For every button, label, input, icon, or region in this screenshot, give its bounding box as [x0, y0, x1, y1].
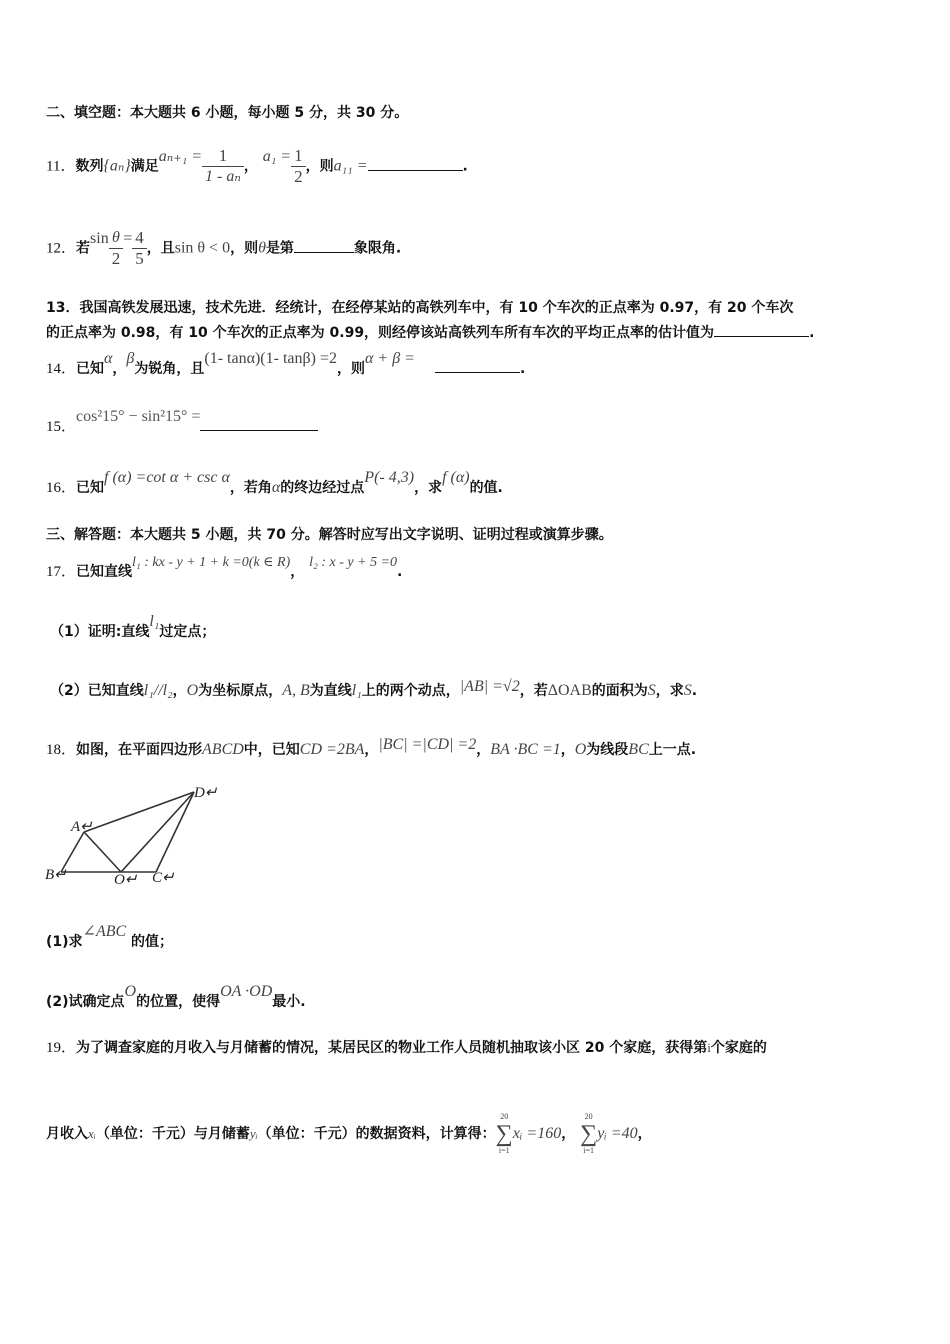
upper-limit: 20: [584, 1112, 593, 1121]
question-16: [46, 469, 503, 498]
angle-abc: ∠ABC: [82, 923, 127, 940]
question-18-part-2: [46, 983, 306, 1012]
dot-product: BA ·BC =1: [490, 741, 561, 758]
text: 月收入: [46, 1126, 88, 1142]
text: 已知直线: [76, 564, 133, 580]
parallel-lines: l₁//l₂: [143, 682, 173, 699]
text: 数列: [75, 158, 104, 175]
text: 已知: [76, 480, 105, 496]
question-19-line-2: [46, 1112, 652, 1156]
question-18: [46, 736, 697, 760]
text: 的位置，使得: [136, 994, 221, 1010]
text: 为坐标原点，: [198, 683, 283, 699]
question-number: 11．: [46, 158, 76, 175]
question-number: 17．: [46, 564, 77, 580]
question-18-part-1: [46, 923, 174, 952]
denominator: 2: [294, 167, 303, 186]
sin-function: sin: [90, 229, 109, 247]
point-p: P(- 4,3): [364, 469, 415, 486]
lower-limit: i=1: [583, 1146, 594, 1155]
text: ，若: [519, 683, 548, 699]
text: （单位：千元）与月储蓄: [95, 1126, 250, 1142]
line-l1: l₁: [149, 613, 160, 630]
answer-blank[interactable]: [714, 322, 809, 337]
target-term: a₁₁ =: [333, 157, 368, 175]
text: 最小.: [272, 994, 306, 1010]
answer-blank[interactable]: [435, 358, 520, 373]
target-expression: α + β =: [365, 350, 415, 367]
segment-bc: BC: [628, 741, 649, 758]
text: 的正点率为 0.98，有 10 个车次的正点率为 0.99，则经停该站高铁列车所有车次的平均正点率的估计值为: [46, 325, 715, 341]
question-17-part-2: [50, 678, 698, 701]
quadrilateral-figure: [44, 778, 224, 892]
label-d: D↵: [194, 785, 218, 801]
text: 的值.: [469, 480, 503, 496]
alpha: α: [104, 350, 113, 367]
text: 是第: [265, 240, 294, 257]
text: 若: [76, 240, 91, 257]
text: （单位：千元）的数据资料，计算得：: [257, 1126, 496, 1142]
question-12: [46, 228, 401, 269]
recurrence-lhs: aₙ₊₁ =: [158, 147, 203, 165]
text: 象限角.: [353, 240, 402, 257]
numerator: 1: [291, 146, 306, 167]
text: .: [809, 325, 815, 341]
text: （2）已知直线: [50, 683, 144, 699]
text: （1）证明:直线: [50, 624, 150, 640]
question-19-line-1: [46, 1038, 767, 1058]
question-number: 19．: [46, 1040, 77, 1056]
text: 为了调查家庭的月收入与月储蓄的情况，某居民区的物业工作人员随机抽取该小区 20 个家庭，获得第: [76, 1040, 708, 1056]
question-13-line-1: 13．我国高铁发展迅速，技术先进．经统计，在经停某站的高铁列车中，有 10 个车次的正点率为 0.97，有 20 个车次: [46, 300, 794, 316]
recurrence-fraction: [202, 146, 244, 187]
text: ，则: [305, 158, 334, 175]
numerator: θ: [109, 228, 124, 249]
variable-x: xᵢ: [88, 1126, 96, 1141]
question-number: 15．: [46, 419, 77, 435]
condition: (1- tanα)(1- tanβ) =2: [204, 350, 337, 367]
sum-y: [580, 1112, 597, 1156]
text: .: [519, 361, 526, 377]
equals: =: [123, 229, 133, 247]
section-3-heading: 三、解答题：本大题共 5 小题，共 70 分。解答时应写出文字说明、证明过程或演算步骤。: [46, 527, 613, 543]
text: ，: [364, 742, 379, 758]
text: .: [462, 158, 468, 175]
origin: O: [186, 682, 199, 699]
sigma-icon: ∑: [495, 1121, 513, 1147]
text: ，若角: [229, 480, 272, 496]
sum-x-value: xᵢ =160: [512, 1125, 562, 1142]
length-condition: |BC| =|CD| =2: [378, 736, 477, 753]
text: ，: [637, 1126, 652, 1142]
text: (1)求: [46, 934, 83, 950]
sum-y-value: yᵢ =40: [597, 1125, 638, 1142]
line-l1: l₁: [351, 682, 362, 699]
text: 的终边经过点: [280, 480, 365, 496]
section-2-heading: 二、填空题：本大题共 6 小题，每小题 5 分，共 30 分。: [46, 105, 409, 121]
question-number: 14．: [46, 361, 77, 377]
initial-fraction: [291, 146, 306, 187]
question-14: [46, 350, 526, 379]
vector-equation: CD =2BA: [299, 741, 365, 758]
area-s: S: [647, 682, 656, 699]
area-s: S: [683, 682, 692, 699]
text: .: [691, 683, 698, 699]
question-13-line-2: [46, 322, 814, 343]
question-17-part-1: [50, 613, 216, 642]
function-definition: f (α) =cot α + csc α: [104, 469, 230, 486]
answer-blank[interactable]: [368, 156, 463, 171]
line-l2-equation: l₂ : x - y + 5 =0: [309, 555, 398, 570]
function-value: f (α): [442, 469, 470, 486]
half-angle-fraction: [109, 228, 124, 269]
text: 满足: [130, 158, 159, 175]
beta: β: [126, 350, 135, 367]
variable-y: yᵢ: [249, 1126, 258, 1141]
theta: θ: [258, 239, 266, 257]
text: 过定点；: [159, 624, 216, 640]
text: 中，已知: [243, 742, 300, 758]
point-o: O: [574, 741, 587, 758]
initial-term: a₁ =: [262, 147, 292, 165]
answer-blank[interactable]: [200, 416, 318, 431]
text: 已知: [76, 361, 105, 377]
question-number: 12．: [46, 240, 77, 257]
text: ，: [243, 158, 258, 175]
dot-product: OA ·OD: [220, 983, 273, 1000]
text: 为线段: [586, 742, 629, 758]
numerator: 1: [202, 146, 244, 167]
expression: cos²15° − sin²15° =: [76, 408, 201, 425]
points-ab: A, B: [282, 682, 310, 699]
denominator: 2: [111, 249, 121, 268]
text: 上一点.: [648, 742, 697, 758]
denominator: 1 - aₙ: [205, 168, 241, 185]
text: ，且: [146, 240, 175, 257]
lower-limit: i=1: [498, 1146, 510, 1155]
text: ，则: [230, 240, 259, 257]
text: 个家庭的: [710, 1040, 767, 1056]
point-o: O: [124, 983, 137, 1000]
geometry-diagram: [44, 778, 224, 888]
sum-x: [496, 1112, 513, 1156]
label-o: O↵: [114, 872, 138, 888]
text: ，: [476, 742, 491, 758]
label-a: A↵: [71, 819, 93, 835]
sigma-icon: ∑: [580, 1121, 598, 1147]
question-15: [46, 408, 318, 437]
value-fraction: [132, 228, 147, 269]
numerator: 4: [132, 228, 147, 249]
text: ，: [560, 742, 575, 758]
condition: sin θ < 0: [174, 239, 231, 257]
upper-limit: 20: [500, 1112, 509, 1121]
text: 为直线: [309, 683, 352, 699]
question-17: [46, 555, 403, 583]
text: ，: [112, 361, 127, 377]
text: (2)试确定点: [46, 994, 125, 1010]
question-number: 16．: [46, 480, 77, 496]
text: ，求: [414, 480, 443, 496]
question-number: 18．: [46, 742, 77, 758]
quadrilateral-abcd: ABCD: [202, 741, 244, 758]
label-b: B↵: [45, 867, 67, 883]
denominator: 5: [135, 249, 144, 268]
line-l1-equation: l₁ : kx - y + 1 + k =0(k ∈ R): [132, 555, 291, 570]
index-i: i: [707, 1040, 711, 1055]
question-11: [46, 146, 468, 187]
alpha: α: [271, 479, 281, 496]
label-c: C↵: [152, 870, 175, 886]
text: 的面积为: [591, 683, 648, 699]
text: 如图，在平面四边形: [76, 742, 203, 758]
text: ，则: [337, 361, 365, 377]
text: 的值；: [131, 934, 174, 950]
text: 为锐角，且: [134, 361, 205, 377]
text: ，: [172, 683, 187, 699]
sequence: {aₙ}: [103, 157, 131, 175]
distance-ab: |AB| =√2: [459, 678, 520, 695]
text: ，: [290, 564, 305, 580]
text: .: [397, 564, 403, 580]
text: ，: [561, 1126, 576, 1142]
text: 上的两个动点，: [361, 683, 460, 699]
text: ，求: [655, 683, 684, 699]
triangle-oab: ΔOAB: [547, 682, 592, 699]
answer-blank[interactable]: [294, 238, 354, 253]
